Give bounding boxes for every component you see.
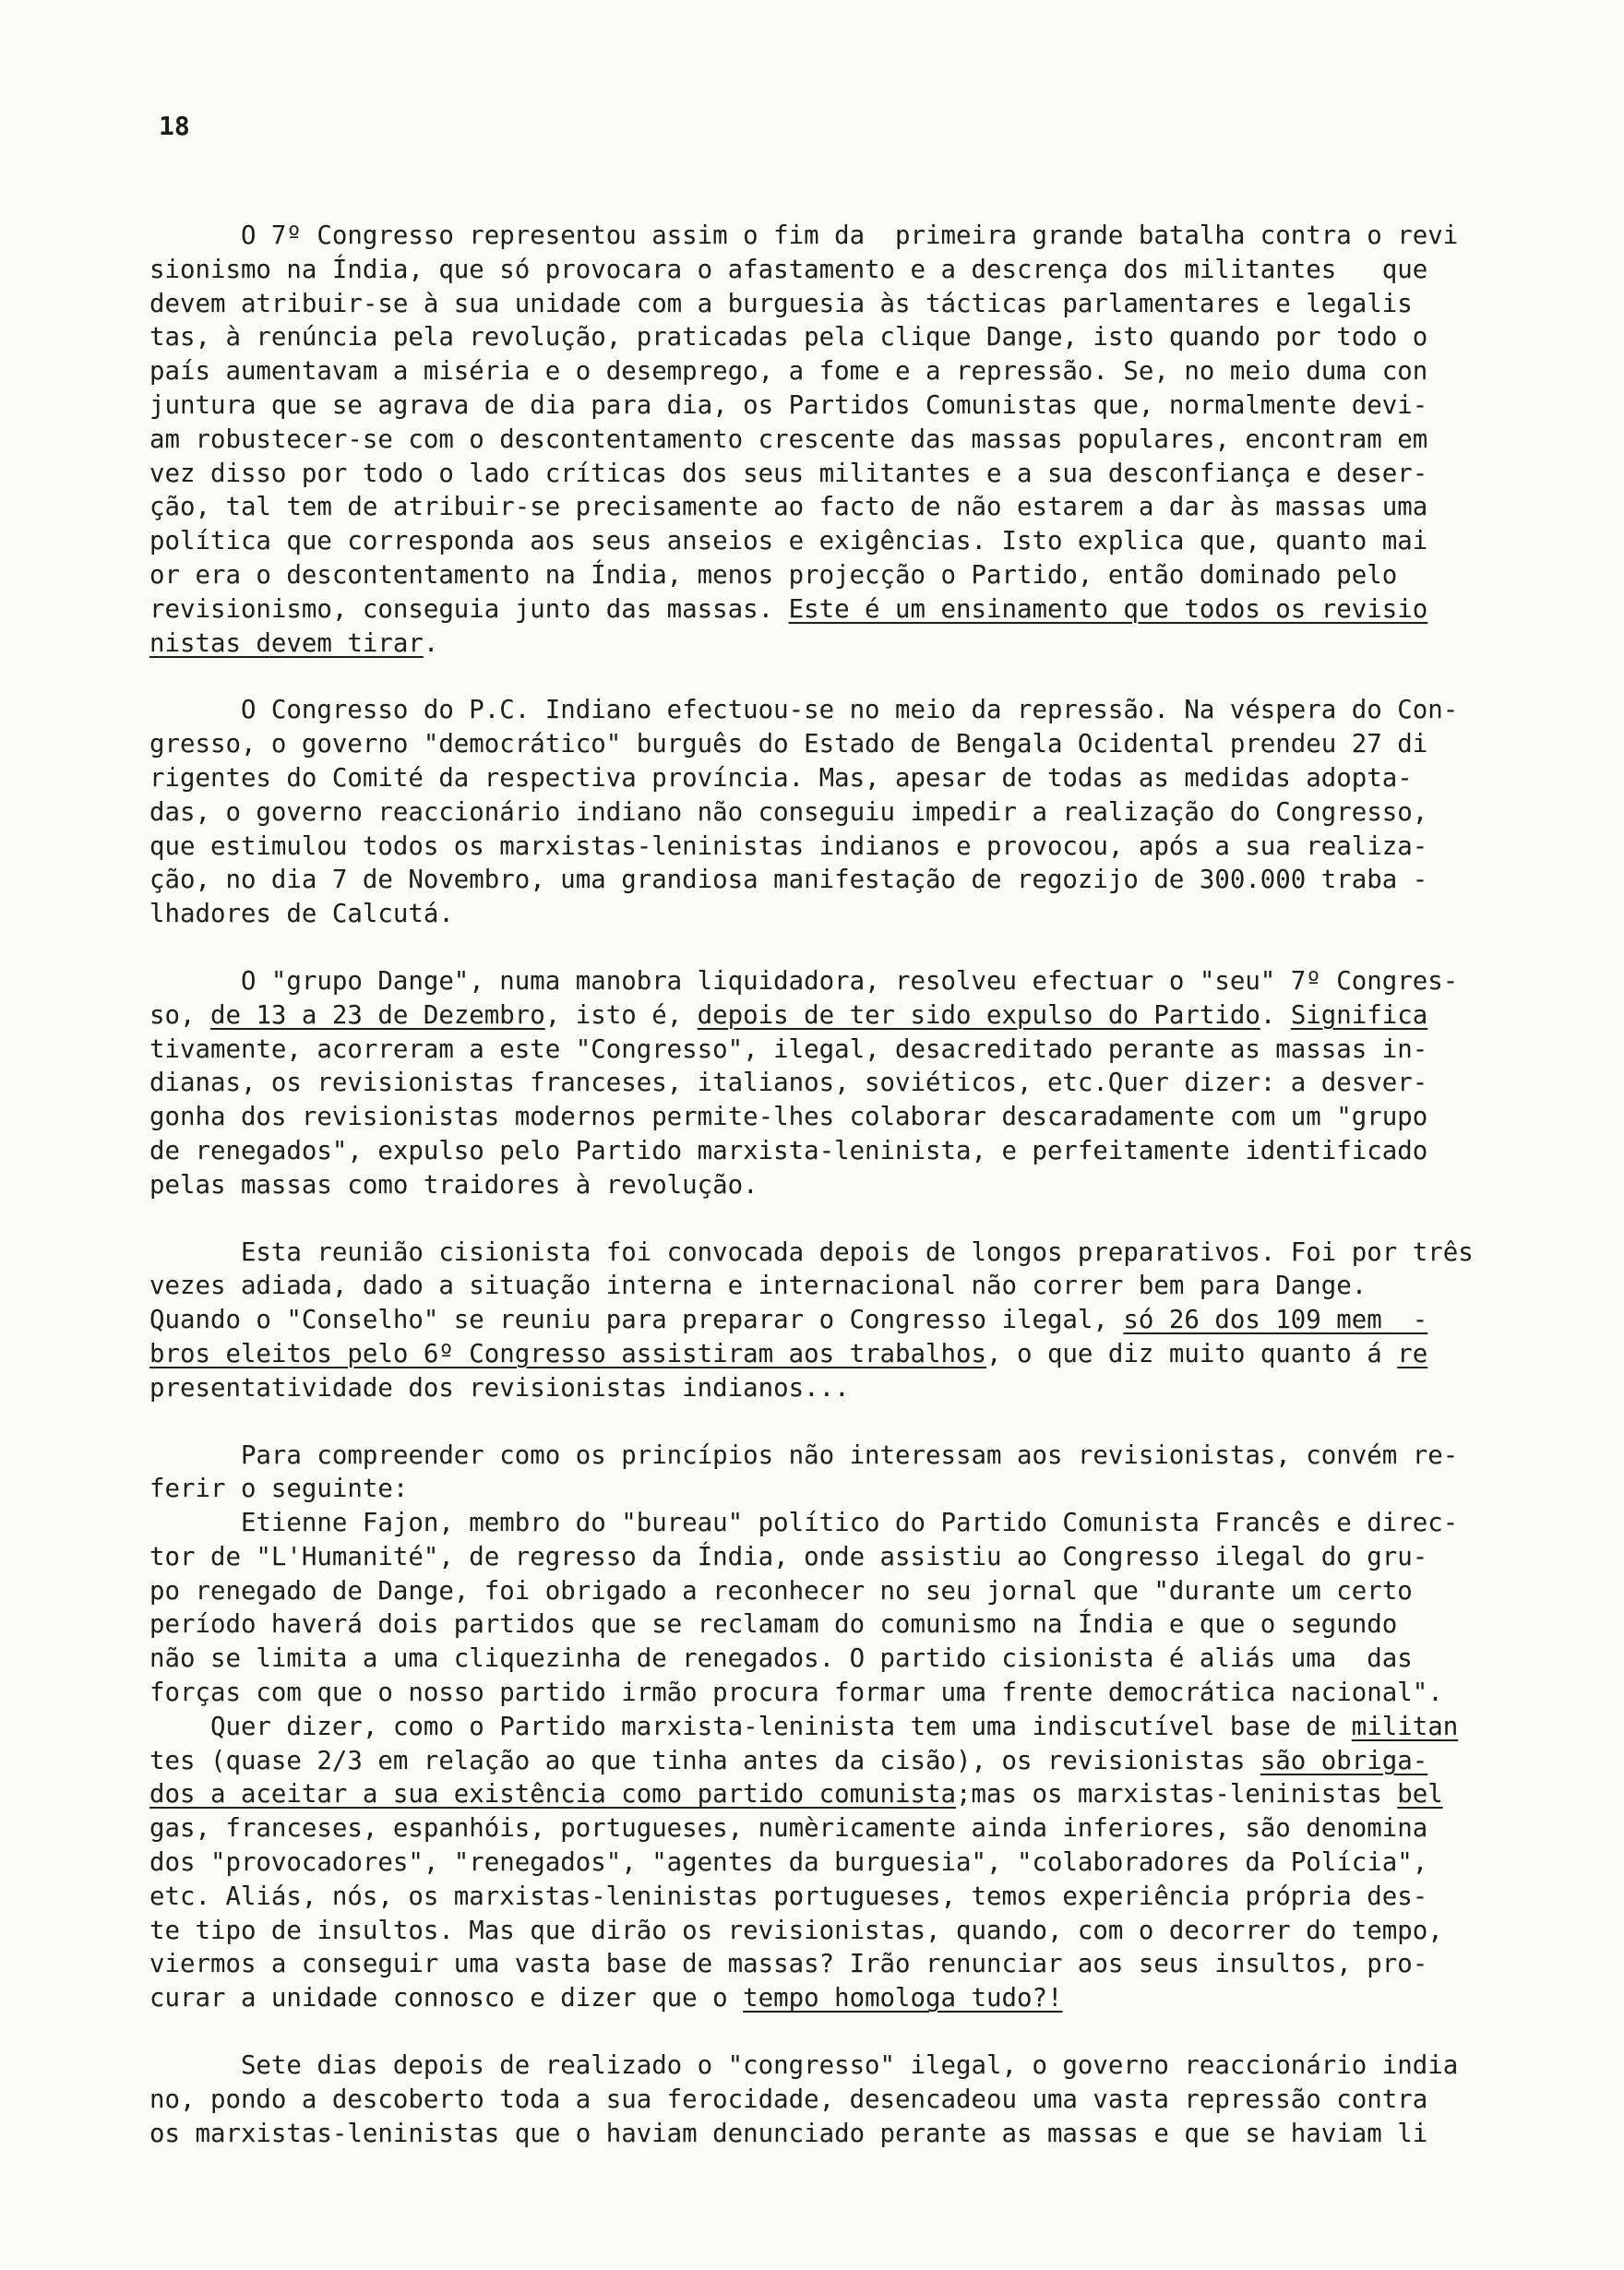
text-line: gas, franceses, espanhóis, portugueses, numèricamente ainda inferiores, são denomina <box>149 1814 1428 1844</box>
paragraph-dange-group <box>149 965 1552 1203</box>
text-line: nistas devem tirar. <box>149 628 439 658</box>
text-line: Sete dias depois de realizado o "congresso" ilegal, o governo reaccionário india <box>149 2051 1459 2081</box>
text-line: so, de 13 a 23 de Dezembro, isto é, depois de ter sido expulso do Partido. Significa <box>149 1000 1428 1030</box>
paragraph-cisionist-meeting <box>149 1237 1552 1406</box>
text-line: am robustecer-se com o descontentamento crescente das massas populares, encontram em <box>149 424 1428 454</box>
text-line: lhadores de Calcutá. <box>149 900 454 929</box>
text-line: revisionismo, conseguia junto das massas. Este é um ensinamento que todos os revisio <box>149 594 1428 624</box>
text-line: ferir o seguinte: <box>149 1475 409 1504</box>
text-line: política que corresponda aos seus anseios e exigências. Isto explica que, quanto mai <box>149 527 1428 556</box>
text-line: O 7º Congresso representou assim o fim da primeira grande batalha contra o revi <box>149 221 1459 250</box>
text-line: não se limita a uma cliquezinha de renegados. O partido cisionista é aliás uma das <box>149 1644 1413 1674</box>
text-line: dos a aceitar a sua existência como partido comunista;mas os marxistas-leninistas bel <box>149 1780 1443 1810</box>
text-line: po renegado de Dange, foi obrigado a reconhecer no seu jornal que "durante um certo <box>149 1576 1413 1606</box>
text-line: bros eleitos pelo 6º Congresso assistiram aos trabalhos, o que diz muito quanto á re <box>149 1339 1428 1368</box>
text-line: gonha dos revisionistas modernos permite-lhes colaborar descaradamente com um "grupo <box>149 1103 1428 1132</box>
text-line: ção, tal tem de atribuir-se precisamente ao facto de não estarem a dar às massas uma <box>149 493 1428 522</box>
text-line: viermos a conseguir uma vasta base de massas? Irão renunciar aos seus insultos, pro- <box>149 1950 1428 1979</box>
text-line: Quando o "Conselho" se reuniu para preparar o Congresso ilegal, só 26 dos 109 mem - <box>149 1306 1428 1335</box>
text-line: juntura que se agrava de dia para dia, os Partidos Comunistas que, normalmente devi- <box>149 390 1428 420</box>
text-line: Etienne Fajon, membro do "bureau" político do Partido Comunista Francês e direc- <box>149 1509 1459 1538</box>
text-line: forças com que o nosso partido irmão procura formar uma frente democrática nacional". <box>149 1679 1443 1708</box>
text-line: das, o governo reaccionário indiano não conseguiu impedir a realização do Congresso, <box>149 797 1428 827</box>
text-line: Quer dizer, como o Partido marxista-leninista tem uma indiscutível base de militan <box>149 1712 1459 1741</box>
text-line: Esta reunião cisionista foi convocada depois de longos preparativos. Foi por três <box>149 1237 1474 1267</box>
text-line: O "grupo Dange", numa manobra liquidadora, resolveu efectuar o "seu" 7º Congres- <box>149 966 1459 996</box>
paragraph-congress-repression <box>149 694 1552 932</box>
text-line: os marxistas-leninistas que o haviam denunciado perante as massas e que se haviam li <box>149 2119 1428 2148</box>
text-line: sionismo na Índia, que só provocara o afastamento e a descrença dos militantes que <box>149 255 1428 284</box>
text-line: vezes adiada, dado a situação interna e internacional não correr bem para Dange. <box>149 1272 1367 1301</box>
document-body <box>149 220 1552 2151</box>
page-number: 18 <box>159 111 190 141</box>
text-line: período haverá dois partidos que se reclamam do comunismo na Índia e que o segundo <box>149 1610 1398 1640</box>
text-line: pelas massas como traidores à revolução. <box>149 1170 758 1200</box>
text-line: etc. Aliás, nós, os marxistas-leninistas portugueses, temos experiência própria des- <box>149 1882 1428 1911</box>
paragraph-principles <box>149 1440 1552 2017</box>
text-line: Para compreender como os princípios não interessam aos revisionistas, convém re- <box>149 1440 1459 1470</box>
text-line: ção, no dia 7 de Novembro, uma grandiosa manifestação de regozijo de 300.000 traba - <box>149 866 1428 895</box>
text-line: curar a unidade connosco e dizer que o tempo homologa tudo?! <box>149 1984 1063 2013</box>
text-line: presentatividade dos revisionistas indianos... <box>149 1373 850 1403</box>
text-line: tas, à renúncia pela revolução, praticadas pela clique Dange, isto quando por todo o <box>149 323 1428 352</box>
paragraph-repression-after <box>149 2049 1552 2151</box>
text-line: dianas, os revisionistas franceses, italianos, soviéticos, etc.Quer dizer: a desver- <box>149 1069 1428 1098</box>
text-line: vez disso por todo o lado críticas dos seus militantes e a sua desconfiança e deser- <box>149 459 1428 488</box>
text-line: no, pondo a descoberto toda a sua ferocidade, desencadeou uma vasta repressão contra <box>149 2085 1428 2114</box>
text-line: O Congresso do P.C. Indiano efectuou-se no meio da repressão. Na véspera do Con- <box>149 696 1459 725</box>
text-line: devem atribuir-se à sua unidade com a burguesia às tácticas parlamentares e legalis <box>149 289 1413 318</box>
paragraph-7th-congress <box>149 220 1552 661</box>
text-line: tor de "L'Humanité", de regresso da Índia, onde assistiu ao Congresso ilegal do gru- <box>149 1542 1428 1571</box>
text-line: or era o descontentamento na Índia, menos projecção o Partido, então dominado pelo <box>149 560 1398 590</box>
text-line: que estimulou todos os marxistas-leninistas indianos e provocou, após a sua realiza- <box>149 831 1428 861</box>
text-line: te tipo de insultos. Mas que dirão os revisionistas, quando, com o decorrer do tempo, <box>149 1916 1443 1945</box>
text-line: rigentes do Comité da respectiva província. Mas, apesar de todas as medidas adopta- <box>149 763 1413 793</box>
text-line: de renegados", expulso pelo Partido marxista-leninista, e perfeitamente identificado <box>149 1136 1428 1165</box>
text-line: país aumentavam a miséria e o desemprego, a fome e a repressão. Se, no meio duma con <box>149 357 1428 387</box>
text-line: gresso, o governo "democrático" burguês do Estado de Bengala Ocidental prendeu 27 di <box>149 730 1428 759</box>
text-line: tivamente, acorreram a este "Congresso", ilegal, desacreditado perante as massas in- <box>149 1034 1428 1064</box>
text-line: dos "provocadores", "renegados", "agentes da burguesia", "colaboradores da Polícia", <box>149 1848 1428 1878</box>
text-line: tes (quase 2/3 em relação ao que tinha antes da cisão), os revisionistas são obriga- <box>149 1746 1428 1775</box>
